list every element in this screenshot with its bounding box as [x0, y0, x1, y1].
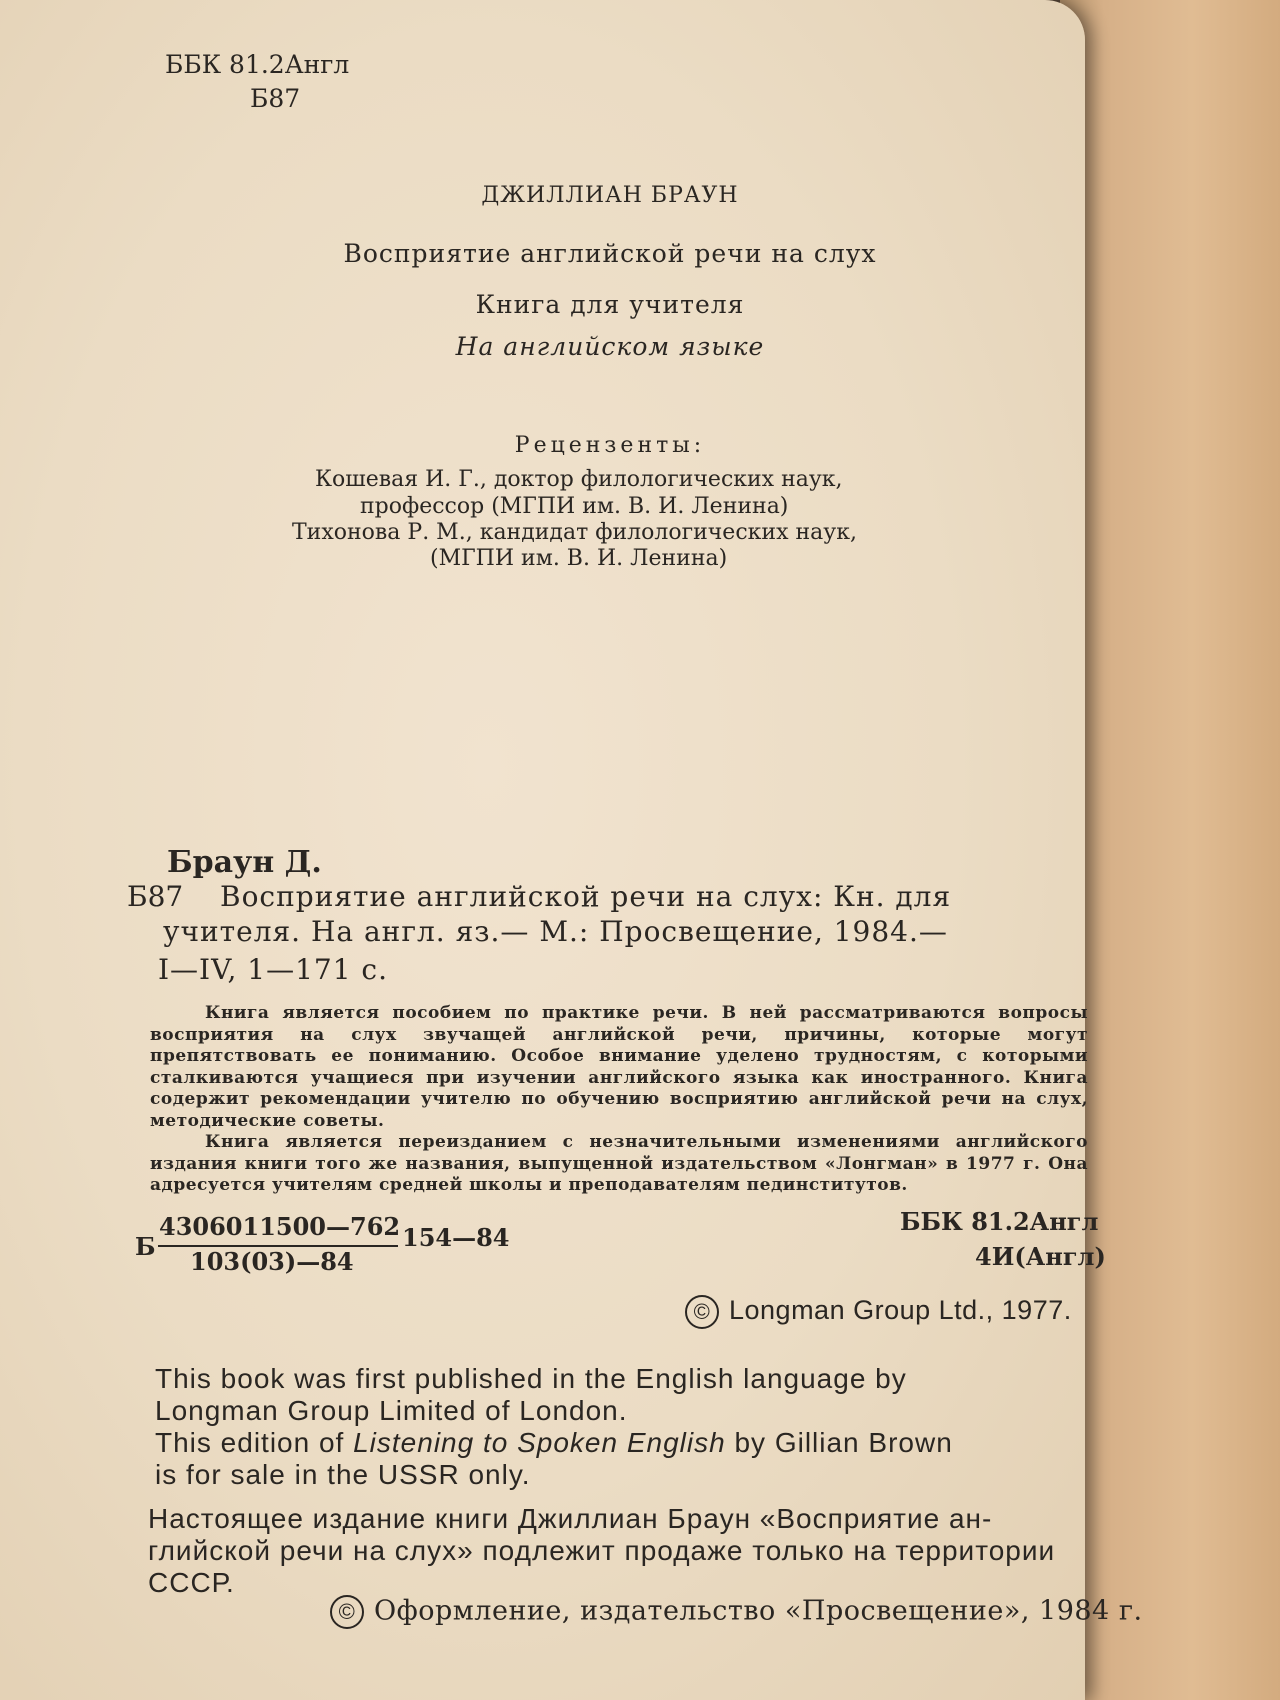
index-tail: 154—84: [402, 1223, 510, 1252]
index-denominator: 103(03)—84: [190, 1247, 354, 1276]
english-notice: [155, 1363, 1155, 1491]
notice-line: This book was first published in the English language by: [155, 1363, 907, 1394]
subject-code: 4И(Англ): [975, 1242, 1106, 1271]
catalog-description: учителя. На англ. яз.— М.: Просвещение, 1984.—: [163, 915, 948, 948]
notice-line: глийской речи на слух» подлежит продаже только на территории: [148, 1535, 1056, 1566]
catalog-abstract: [150, 1003, 1088, 1197]
notice-line: is for sale in the USSR only.: [155, 1459, 531, 1490]
reviewers-heading: Рецензенты:: [514, 433, 706, 458]
abstract-paragraph: Книга является переизданием с незначительными изменениями английского издания книги того же названия, выпущенной издательством «Лонгман» в 1977 г. Она адресуется учителям средней школы и преподавателям пединститутов.: [150, 1132, 1088, 1195]
copyright-icon: ©: [685, 1295, 719, 1329]
copyright-longman: [685, 1295, 1072, 1329]
copyright-text: Оформление, издательство «Просвещение», 1984 г.: [374, 1595, 1143, 1627]
bbk-bottom: ББК 81.2Англ: [900, 1207, 1099, 1236]
copyright-design: [330, 1595, 1143, 1629]
reviewer-line: Кошевая И. Г., доктор филологических наук,: [315, 467, 843, 492]
copyright-text: Longman Group Ltd., 1977.: [729, 1295, 1072, 1326]
bbk-classification: ББК 81.2Англ: [165, 50, 350, 79]
catalog-code: Б87: [127, 880, 184, 913]
russian-notice: [148, 1503, 1148, 1599]
book-original-title: Listening to Spoken English: [353, 1427, 726, 1458]
notice-text: This edition of: [155, 1427, 354, 1458]
notice-text: by Gillian Brown: [725, 1427, 953, 1458]
catalog-pages: I—IV, 1—171 с.: [158, 953, 388, 986]
reviewer-line: Тихонова Р. М., кандидат филологических наук,: [292, 520, 857, 545]
index-numerator: 4306011500—762: [159, 1212, 401, 1241]
reviewer-line: профессор (МГПИ им. В. И. Ленина): [360, 494, 789, 519]
index-letter: Б: [135, 1232, 156, 1261]
abstract-paragraph: Книга является пособием по практике речи. В ней рассматриваются вопросы восприятия на слух звучащей английской речи, причины, которые могут препятствовать ее пониманию. Особое внимание уделено трудностям, с которыми сталкиваются учащиеся при изучении английского языка как иностранного. Книга содержит рекомендации учителю по обучению восприятию английской речи на слух, методические советы.: [150, 1003, 1088, 1131]
book-title: Восприятие английской речи на слух: [343, 239, 877, 268]
book-author: ДЖИЛЛИАН БРАУН: [481, 183, 739, 208]
notice-line: Longman Group Limited of London.: [155, 1395, 628, 1426]
copyright-icon: ©: [330, 1595, 364, 1629]
notice-line: СССР.: [148, 1567, 235, 1598]
catalog-author: Браун Д.: [167, 845, 322, 880]
notice-line: Настоящее издание книги Джиллиан Браун «Восприятие ан-: [148, 1503, 993, 1534]
author-code: Б87: [250, 84, 301, 113]
catalog-description: Восприятие английской речи на слух: Кн. для: [220, 880, 952, 913]
language-note: На английском языке: [455, 332, 765, 361]
notice-line: [155, 1427, 1155, 1459]
reviewer-line: (МГПИ им. В. И. Ленина): [430, 546, 728, 571]
book-subtitle: Книга для учителя: [475, 290, 745, 319]
